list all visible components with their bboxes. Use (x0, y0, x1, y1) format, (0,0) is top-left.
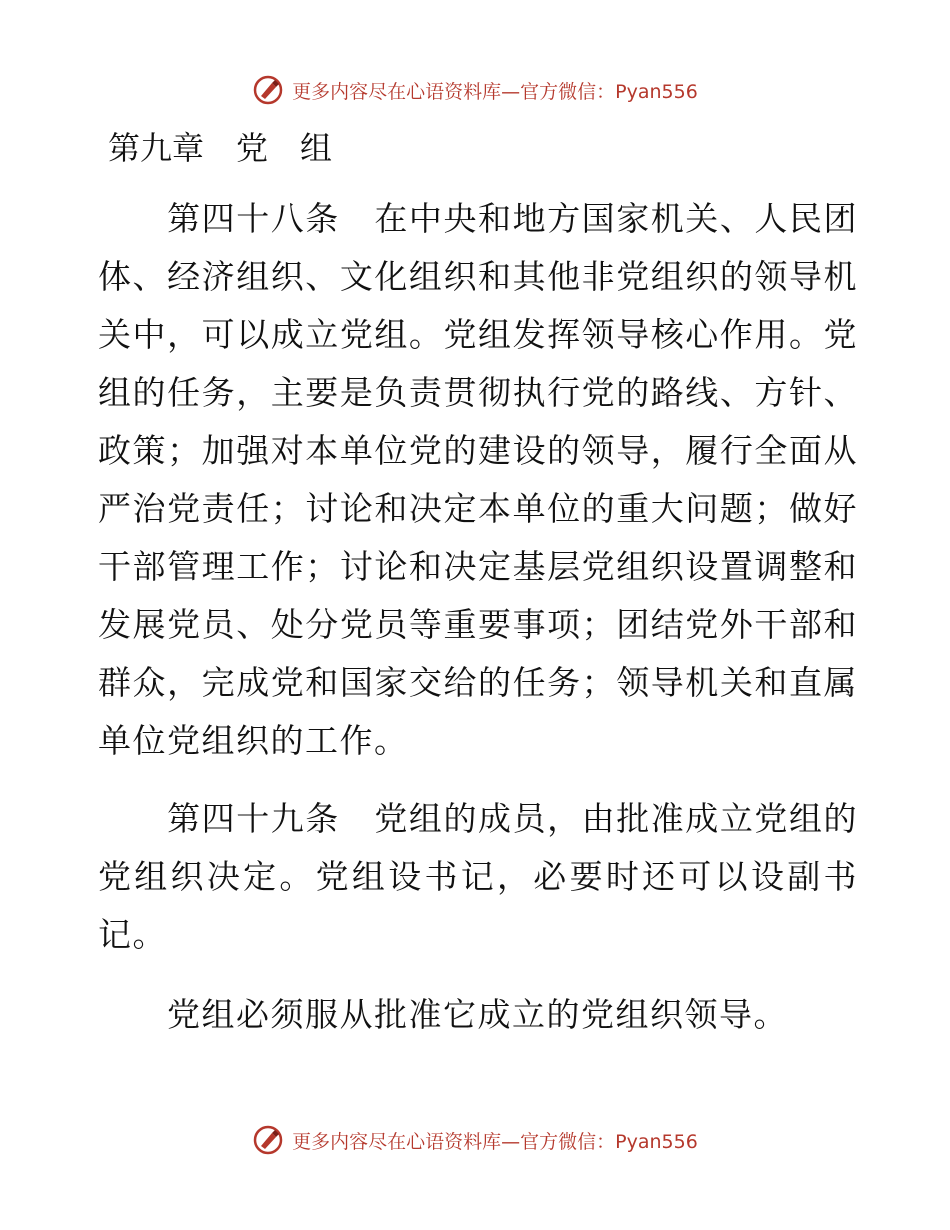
logo-seal-icon (252, 1124, 284, 1156)
paragraph-article-49: 第四十九条 党组的成员，由批准成立党组的党组织决定。党组设书记，必要时还可以设副书记。 (98, 799, 858, 954)
watermark-text: 更多内容尽在心语资料库—官方微信：Pyan556 (292, 80, 698, 103)
paragraph-party-group-leadership: 党组必须服从批准它成立的党组织领导。 (98, 995, 788, 1034)
watermark-banner-top (0, 68, 950, 112)
logo-seal-icon (252, 74, 284, 106)
watermark-text: 更多内容尽在心语资料库—官方微信：Pyan556 (292, 1130, 698, 1153)
watermark-banner-bottom (0, 1118, 950, 1162)
chapter-title: 第九章 党 组 (108, 129, 333, 167)
paragraph-article-48: 第四十八条 在中央和地方国家机关、人民团体、经济组织、文化组织和其他非党组织的领导机关中，可以成立党组。党组发挥领导核心作用。党组的任务，主要是负责贯彻执行党的路线、方针、政策；加强对本单位党的建设的领导，履行全面从严治党责任；讨论和决定本单位的重大问题；做好干部管理工作；讨论和决定基层党组织设置调整和发展党员、处分党员等重要事项；团结党外干部和群众，完成党和国家交给的任务；领导机关和直属单位党组织的工作。 (98, 199, 858, 760)
